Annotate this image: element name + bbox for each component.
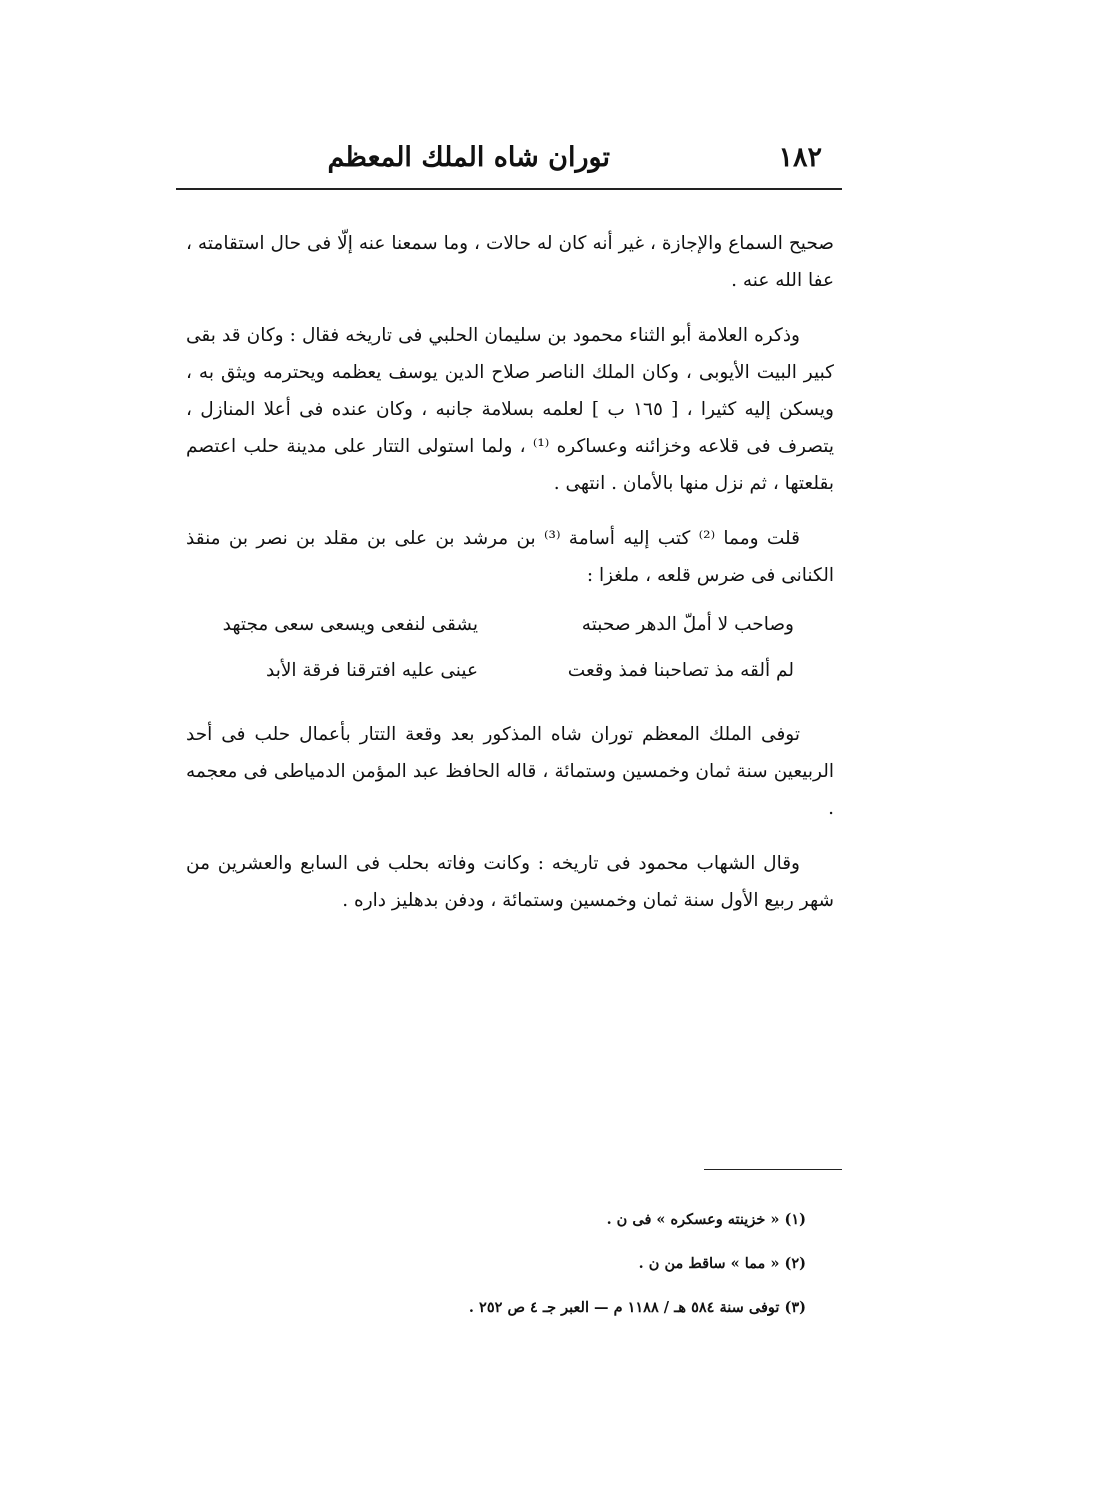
verse-second-hemistich: يشقى لنفعى ويسعى سعى مجتهد: [222, 614, 478, 635]
footnote-3: (٣) توفى سنة ٥٨٤ هـ / ١١٨٨ م — العبر جـ ٤ ص ٢٥٢ .: [468, 1299, 806, 1316]
paragraph-2: وذكره العلامة أبو الثناء محمود بن سليمان الحلبي فى تاريخه فقال : وكان قد بقى كبير البيت الأيوبى ، وكان الملك الناصر صلاح الدين يوسف يعظمه ويحترمه ويثق به ، ويسكن إليه كثيرا ، [ ١٦٥ ب ] لعلمه بسلامة جانبه ، وكان عنده فى أعلا المنازل ، يتصرف فى قلاعه وخزائنه وعساكره ⁽¹⁾ ، ولما استولى التتار على مدينة حلب اعتصم بقلعتها ، ثم نزل منها بالأمان . انتهى .: [186, 325, 834, 494]
verse-first-hemistich: وصاحب لا أملّ الدهر صحبته: [581, 614, 794, 635]
verse-second-hemistich: عينى عليه افترقنا فرقة الأبد: [265, 660, 478, 681]
footnote-2: (٢) « مما » ساقط من ن .: [638, 1255, 806, 1272]
paragraph-gap: [186, 502, 834, 520]
verse-first-hemistich: لم ألقه مذ تصاحبنا فمذ وقعت: [567, 660, 794, 681]
verse-row: [186, 606, 834, 642]
paragraph-1: صحيح السماع والإجازة ، غير أنه كان له حالات ، وما سمعنا عنه إلّا فى حال استقامته ، عفا الله عنه .: [186, 233, 834, 291]
paragraph-gap: [186, 299, 834, 317]
running-title: توران شاه الملك المعظم: [327, 142, 610, 173]
paragraph-3: قلت ومما ⁽²⁾ كتب إليه أسامة ⁽³⁾ بن مرشد بن على بن مقلد بن نصر بن منقذ الكنانى فى ضرس قلعه ، ملغزا :: [186, 528, 834, 586]
paragraph-gap: [186, 827, 834, 845]
paragraph-4: توفى الملك المعظم توران شاه المذكور بعد وقعة التتار بأعمال حلب فى أحد الربيعين سنة ثمان وخمسين وستمائة ، قاله الحافظ عبد المؤمن الدمياطى فى معجمه .: [186, 724, 834, 819]
footnote-divider: [704, 1169, 842, 1170]
footnote-1: (١) « خزينته وعسكره » فى ن .: [606, 1211, 806, 1228]
page-number: ١٨٢: [778, 142, 822, 173]
verse-row: [186, 652, 834, 688]
poem-verses: [186, 594, 834, 698]
page-header: [176, 140, 842, 182]
header-divider: [176, 188, 842, 190]
main-text: [186, 225, 834, 919]
paragraph-gap: [186, 698, 834, 716]
paragraph-5: وقال الشهاب محمود فى تاريخه : وكانت وفاته بحلب فى السابع والعشرين من شهر ربيع الأول سنة ثمان وخمسين وستمائة ، ودفن بدهليز داره .: [186, 853, 834, 911]
footnotes: [286, 1198, 806, 1330]
